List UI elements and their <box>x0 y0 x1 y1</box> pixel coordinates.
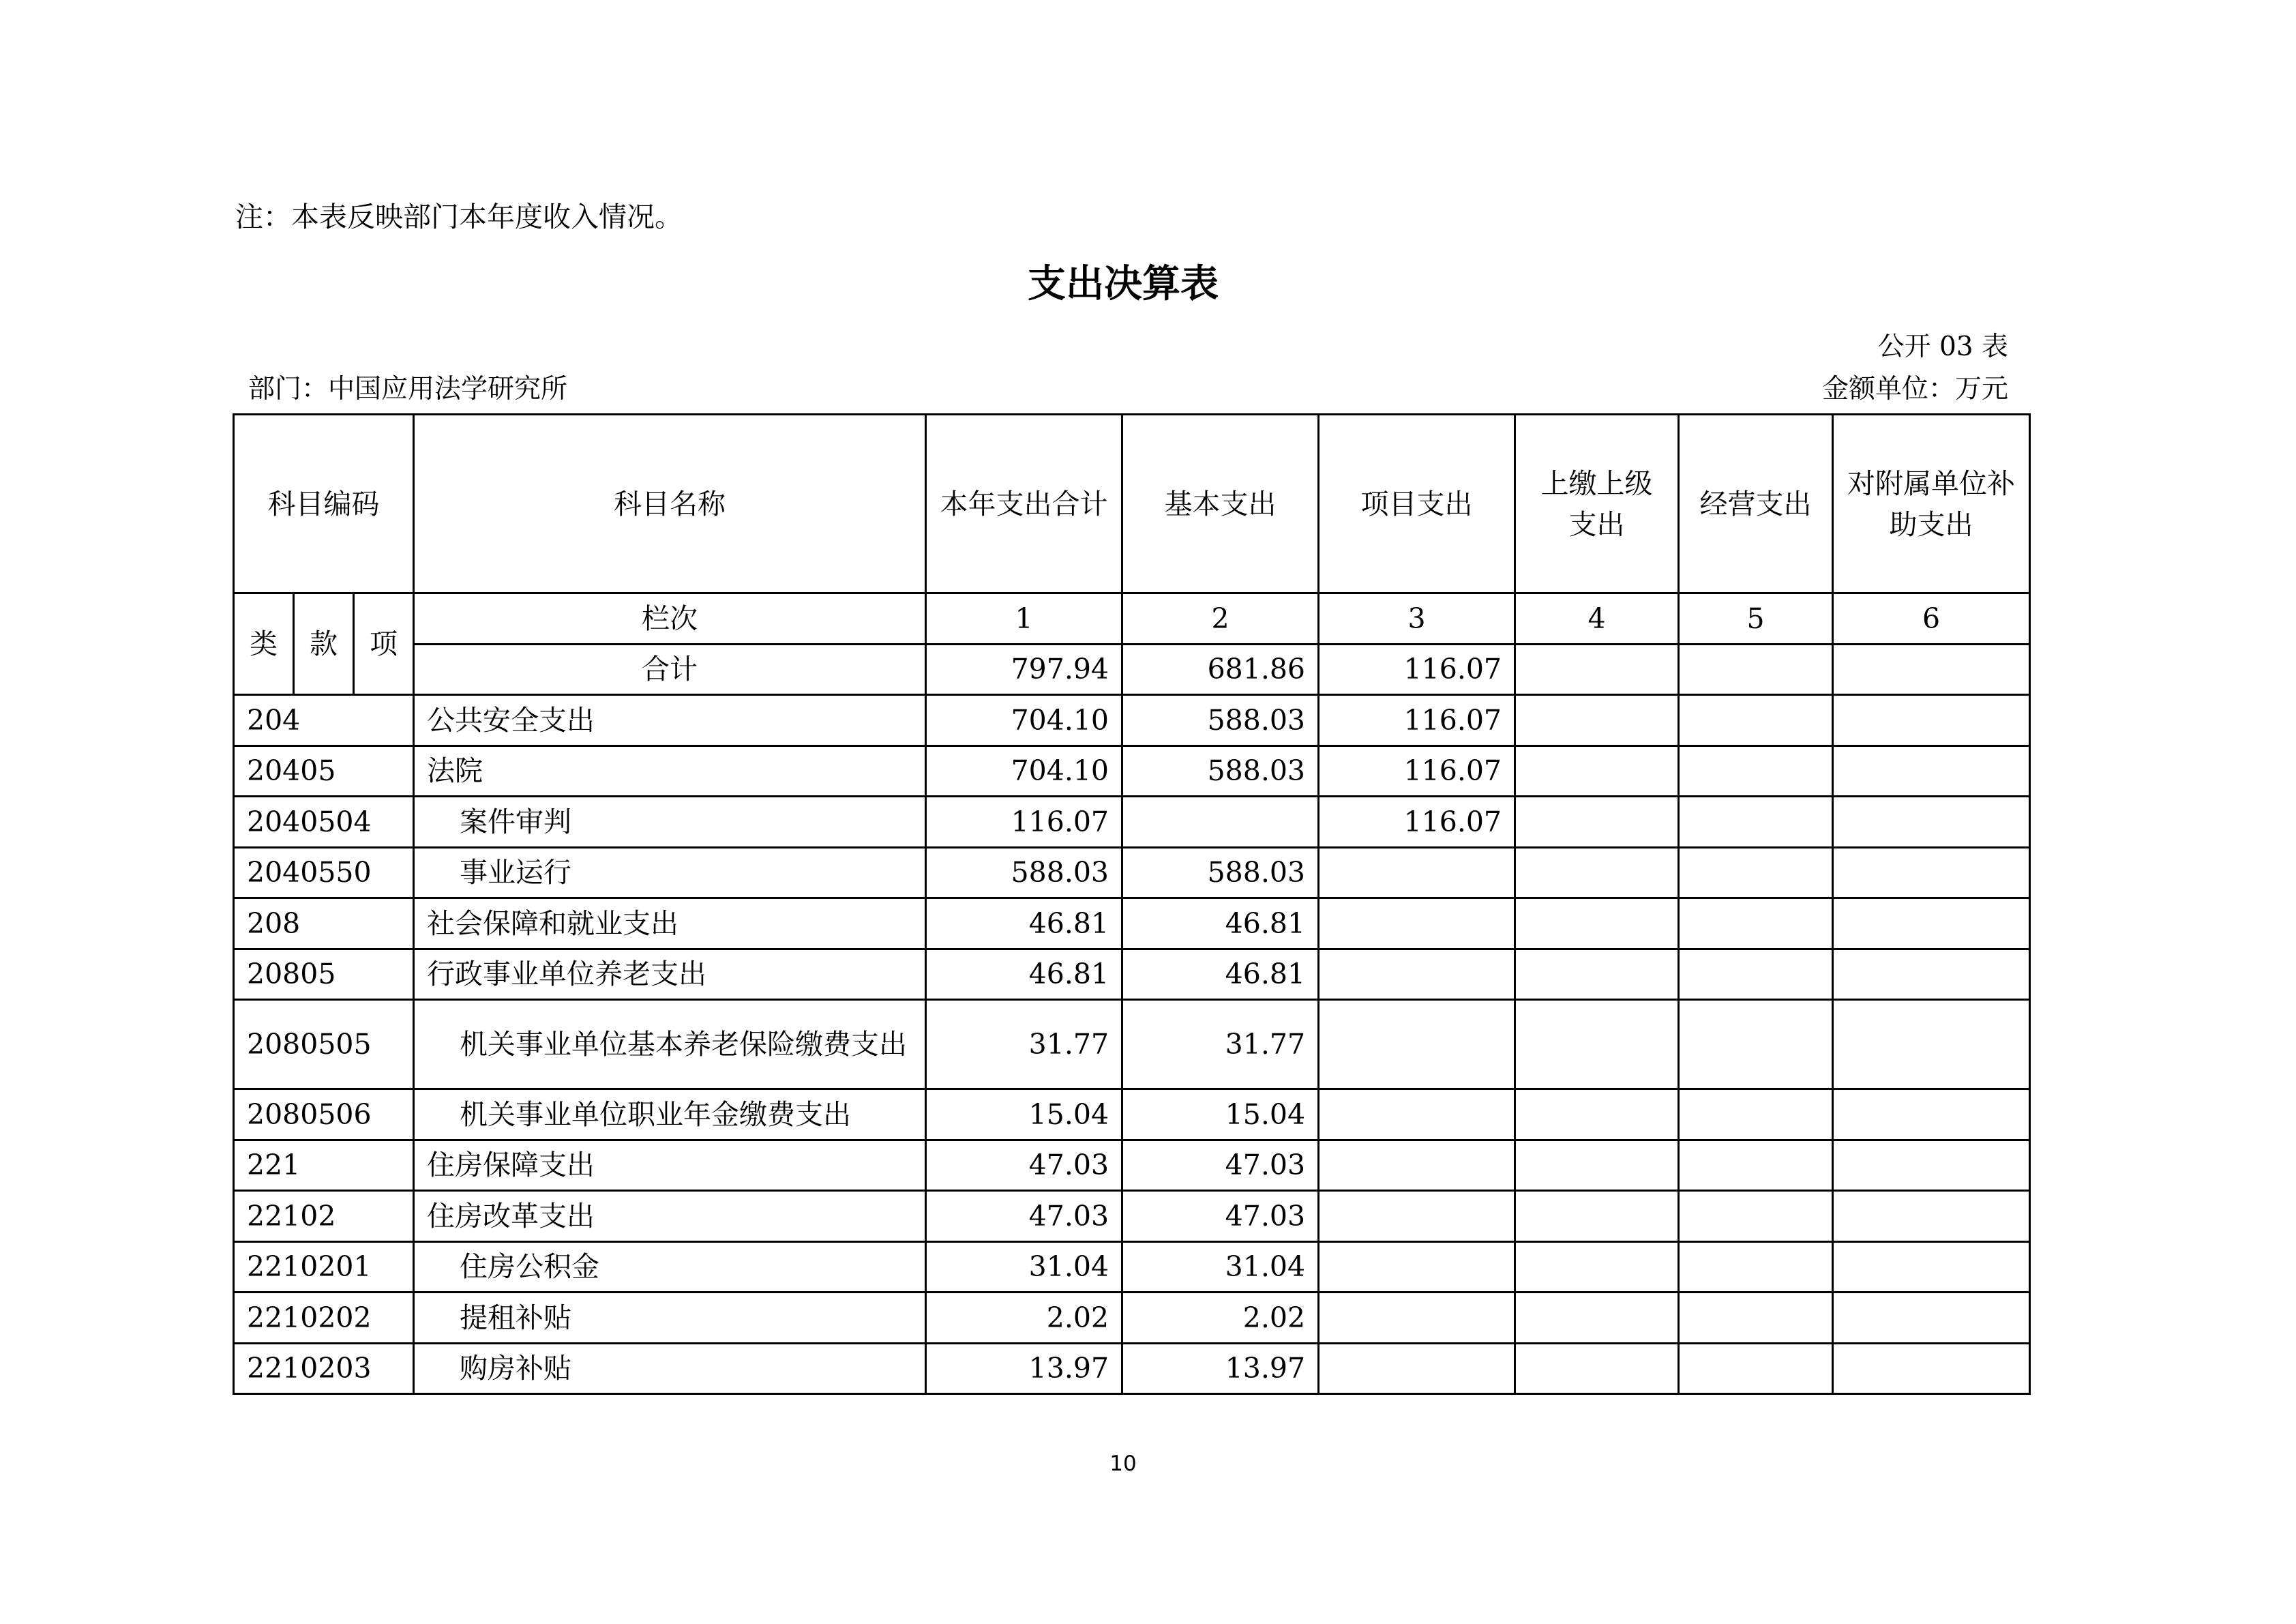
row-basic: 47.03 <box>1122 1140 1319 1191</box>
column-number: 6 <box>1833 593 2030 645</box>
total-business <box>1679 644 1833 695</box>
row-project <box>1319 949 1515 1000</box>
row-business <box>1679 1000 1833 1089</box>
row-business <box>1679 1293 1833 1344</box>
row-subsidiary <box>1833 1089 2030 1140</box>
header-project: 项目支出 <box>1319 415 1515 593</box>
row-code: 20405 <box>234 745 414 797</box>
amount-unit-label: 金额单位：万元 <box>1821 374 2008 404</box>
total-amount: 797.94 <box>926 644 1122 695</box>
total-row <box>234 644 2030 695</box>
header-total: 本年支出合计 <box>926 415 1122 593</box>
column-number: 5 <box>1679 593 1833 645</box>
row-basic: 588.03 <box>1122 745 1319 797</box>
row-project: 116.07 <box>1319 745 1515 797</box>
row-project <box>1319 1000 1515 1089</box>
row-basic: 31.77 <box>1122 1000 1319 1089</box>
page-title: 支出决算表 <box>1028 261 1219 306</box>
row-code: 208 <box>234 898 414 949</box>
row-code: 2210201 <box>234 1241 414 1293</box>
total-label: 合计 <box>414 644 926 695</box>
row-project <box>1319 1343 1515 1394</box>
row-name: 事业运行 <box>414 847 926 898</box>
row-code: 2080506 <box>234 1089 414 1140</box>
row-project <box>1319 1293 1515 1344</box>
header-basic: 基本支出 <box>1122 415 1319 593</box>
row-code: 20805 <box>234 949 414 1000</box>
row-subsidiary <box>1833 1343 2030 1394</box>
header-upper: 上缴上级支出 <box>1515 415 1679 593</box>
header-row <box>234 415 2030 593</box>
expenditure-table <box>233 413 2031 1395</box>
row-basic: 588.03 <box>1122 847 1319 898</box>
row-name: 法院 <box>414 745 926 797</box>
row-project <box>1319 1089 1515 1140</box>
table-row <box>234 745 2030 797</box>
row-total: 116.07 <box>926 797 1122 848</box>
row-business <box>1679 847 1833 898</box>
table-row <box>234 847 2030 898</box>
table-row <box>234 1191 2030 1242</box>
table-row <box>234 797 2030 848</box>
column-index-label: 栏次 <box>414 593 926 645</box>
department-label: 部门：中国应用法学研究所 <box>248 374 568 404</box>
row-basic: 46.81 <box>1122 949 1319 1000</box>
row-total: 31.77 <box>926 1000 1122 1089</box>
row-name: 案件审判 <box>414 797 926 848</box>
row-code: 2040504 <box>234 797 414 848</box>
total-subsidiary <box>1833 644 2030 695</box>
row-name: 机关事业单位基本养老保险缴费支出 <box>414 1000 926 1089</box>
row-total: 704.10 <box>926 745 1122 797</box>
column-number: 4 <box>1515 593 1679 645</box>
table-row <box>234 695 2030 746</box>
header-subsidiary: 对附属单位补助支出 <box>1833 415 2030 593</box>
row-code: 22102 <box>234 1191 414 1242</box>
row-upper <box>1515 1089 1679 1140</box>
row-basic: 15.04 <box>1122 1089 1319 1140</box>
row-subsidiary <box>1833 1191 2030 1242</box>
total-basic: 681.86 <box>1122 644 1319 695</box>
row-business <box>1679 949 1833 1000</box>
row-subsidiary <box>1833 797 2030 848</box>
row-upper <box>1515 1140 1679 1191</box>
column-number: 2 <box>1122 593 1319 645</box>
row-total: 704.10 <box>926 695 1122 746</box>
page-number: 10 <box>1109 1451 1137 1476</box>
row-name: 行政事业单位养老支出 <box>414 949 926 1000</box>
row-name: 购房补贴 <box>414 1343 926 1394</box>
row-basic <box>1122 797 1319 848</box>
row-project <box>1319 847 1515 898</box>
row-total: 31.04 <box>926 1241 1122 1293</box>
column-number: 3 <box>1319 593 1515 645</box>
table-row <box>234 1089 2030 1140</box>
row-subsidiary <box>1833 847 2030 898</box>
row-project <box>1319 1191 1515 1242</box>
row-name: 住房公积金 <box>414 1241 926 1293</box>
row-subsidiary <box>1833 695 2030 746</box>
row-total: 2.02 <box>926 1293 1122 1344</box>
row-subsidiary <box>1833 1140 2030 1191</box>
row-subsidiary <box>1833 1000 2030 1089</box>
table-note: 注：本表反映部门本年度收入情况。 <box>235 201 683 233</box>
row-total: 47.03 <box>926 1140 1122 1191</box>
row-basic: 588.03 <box>1122 695 1319 746</box>
row-project: 116.07 <box>1319 695 1515 746</box>
table-row <box>234 1140 2030 1191</box>
header-name: 科目名称 <box>414 415 926 593</box>
row-upper <box>1515 949 1679 1000</box>
header-lei: 类 <box>234 593 294 695</box>
row-project <box>1319 1241 1515 1293</box>
row-basic: 46.81 <box>1122 898 1319 949</box>
row-project: 116.07 <box>1319 797 1515 848</box>
row-total: 47.03 <box>926 1191 1122 1242</box>
total-upper <box>1515 644 1679 695</box>
row-basic: 31.04 <box>1122 1241 1319 1293</box>
row-basic: 13.97 <box>1122 1343 1319 1394</box>
row-business <box>1679 797 1833 848</box>
table-row <box>234 1343 2030 1394</box>
row-name: 机关事业单位职业年金缴费支出 <box>414 1089 926 1140</box>
row-upper <box>1515 1343 1679 1394</box>
row-upper <box>1515 1293 1679 1344</box>
header-xiang: 项 <box>354 593 414 695</box>
row-name: 公共安全支出 <box>414 695 926 746</box>
row-business <box>1679 1089 1833 1140</box>
row-basic: 47.03 <box>1122 1191 1319 1242</box>
row-business <box>1679 898 1833 949</box>
row-code: 221 <box>234 1140 414 1191</box>
row-subsidiary <box>1833 745 2030 797</box>
row-business <box>1679 695 1833 746</box>
row-name: 提租补贴 <box>414 1293 926 1344</box>
row-upper <box>1515 745 1679 797</box>
header-business: 经营支出 <box>1679 415 1833 593</box>
row-name: 住房改革支出 <box>414 1191 926 1242</box>
column-number: 1 <box>926 593 1122 645</box>
header-kuan: 款 <box>294 593 354 695</box>
row-basic: 2.02 <box>1122 1293 1319 1344</box>
row-code: 204 <box>234 695 414 746</box>
row-upper <box>1515 695 1679 746</box>
row-upper <box>1515 1241 1679 1293</box>
table-row <box>234 1241 2030 1293</box>
form-number: 公开 03 表 <box>1877 331 2008 362</box>
row-business <box>1679 1191 1833 1242</box>
total-project: 116.07 <box>1319 644 1515 695</box>
row-code: 2210202 <box>234 1293 414 1344</box>
row-total: 588.03 <box>926 847 1122 898</box>
row-code: 2080505 <box>234 1000 414 1089</box>
row-upper <box>1515 797 1679 848</box>
column-index-row <box>234 593 2030 645</box>
table-row <box>234 898 2030 949</box>
row-subsidiary <box>1833 1241 2030 1293</box>
table-row <box>234 949 2030 1000</box>
row-total: 46.81 <box>926 898 1122 949</box>
row-upper <box>1515 898 1679 949</box>
row-code: 2210203 <box>234 1343 414 1394</box>
row-total: 46.81 <box>926 949 1122 1000</box>
row-business <box>1679 1343 1833 1394</box>
row-business <box>1679 1140 1833 1191</box>
row-business <box>1679 1241 1833 1293</box>
row-upper <box>1515 1000 1679 1089</box>
row-name: 社会保障和就业支出 <box>414 898 926 949</box>
row-project <box>1319 898 1515 949</box>
table-row <box>234 1293 2030 1344</box>
row-subsidiary <box>1833 1293 2030 1344</box>
row-total: 15.04 <box>926 1089 1122 1140</box>
row-subsidiary <box>1833 898 2030 949</box>
row-subsidiary <box>1833 949 2030 1000</box>
row-upper <box>1515 1191 1679 1242</box>
row-name: 住房保障支出 <box>414 1140 926 1191</box>
row-project <box>1319 1140 1515 1191</box>
row-total: 13.97 <box>926 1343 1122 1394</box>
row-upper <box>1515 847 1679 898</box>
row-code: 2040550 <box>234 847 414 898</box>
table-row <box>234 1000 2030 1089</box>
row-business <box>1679 745 1833 797</box>
header-code: 科目编码 <box>234 415 414 593</box>
